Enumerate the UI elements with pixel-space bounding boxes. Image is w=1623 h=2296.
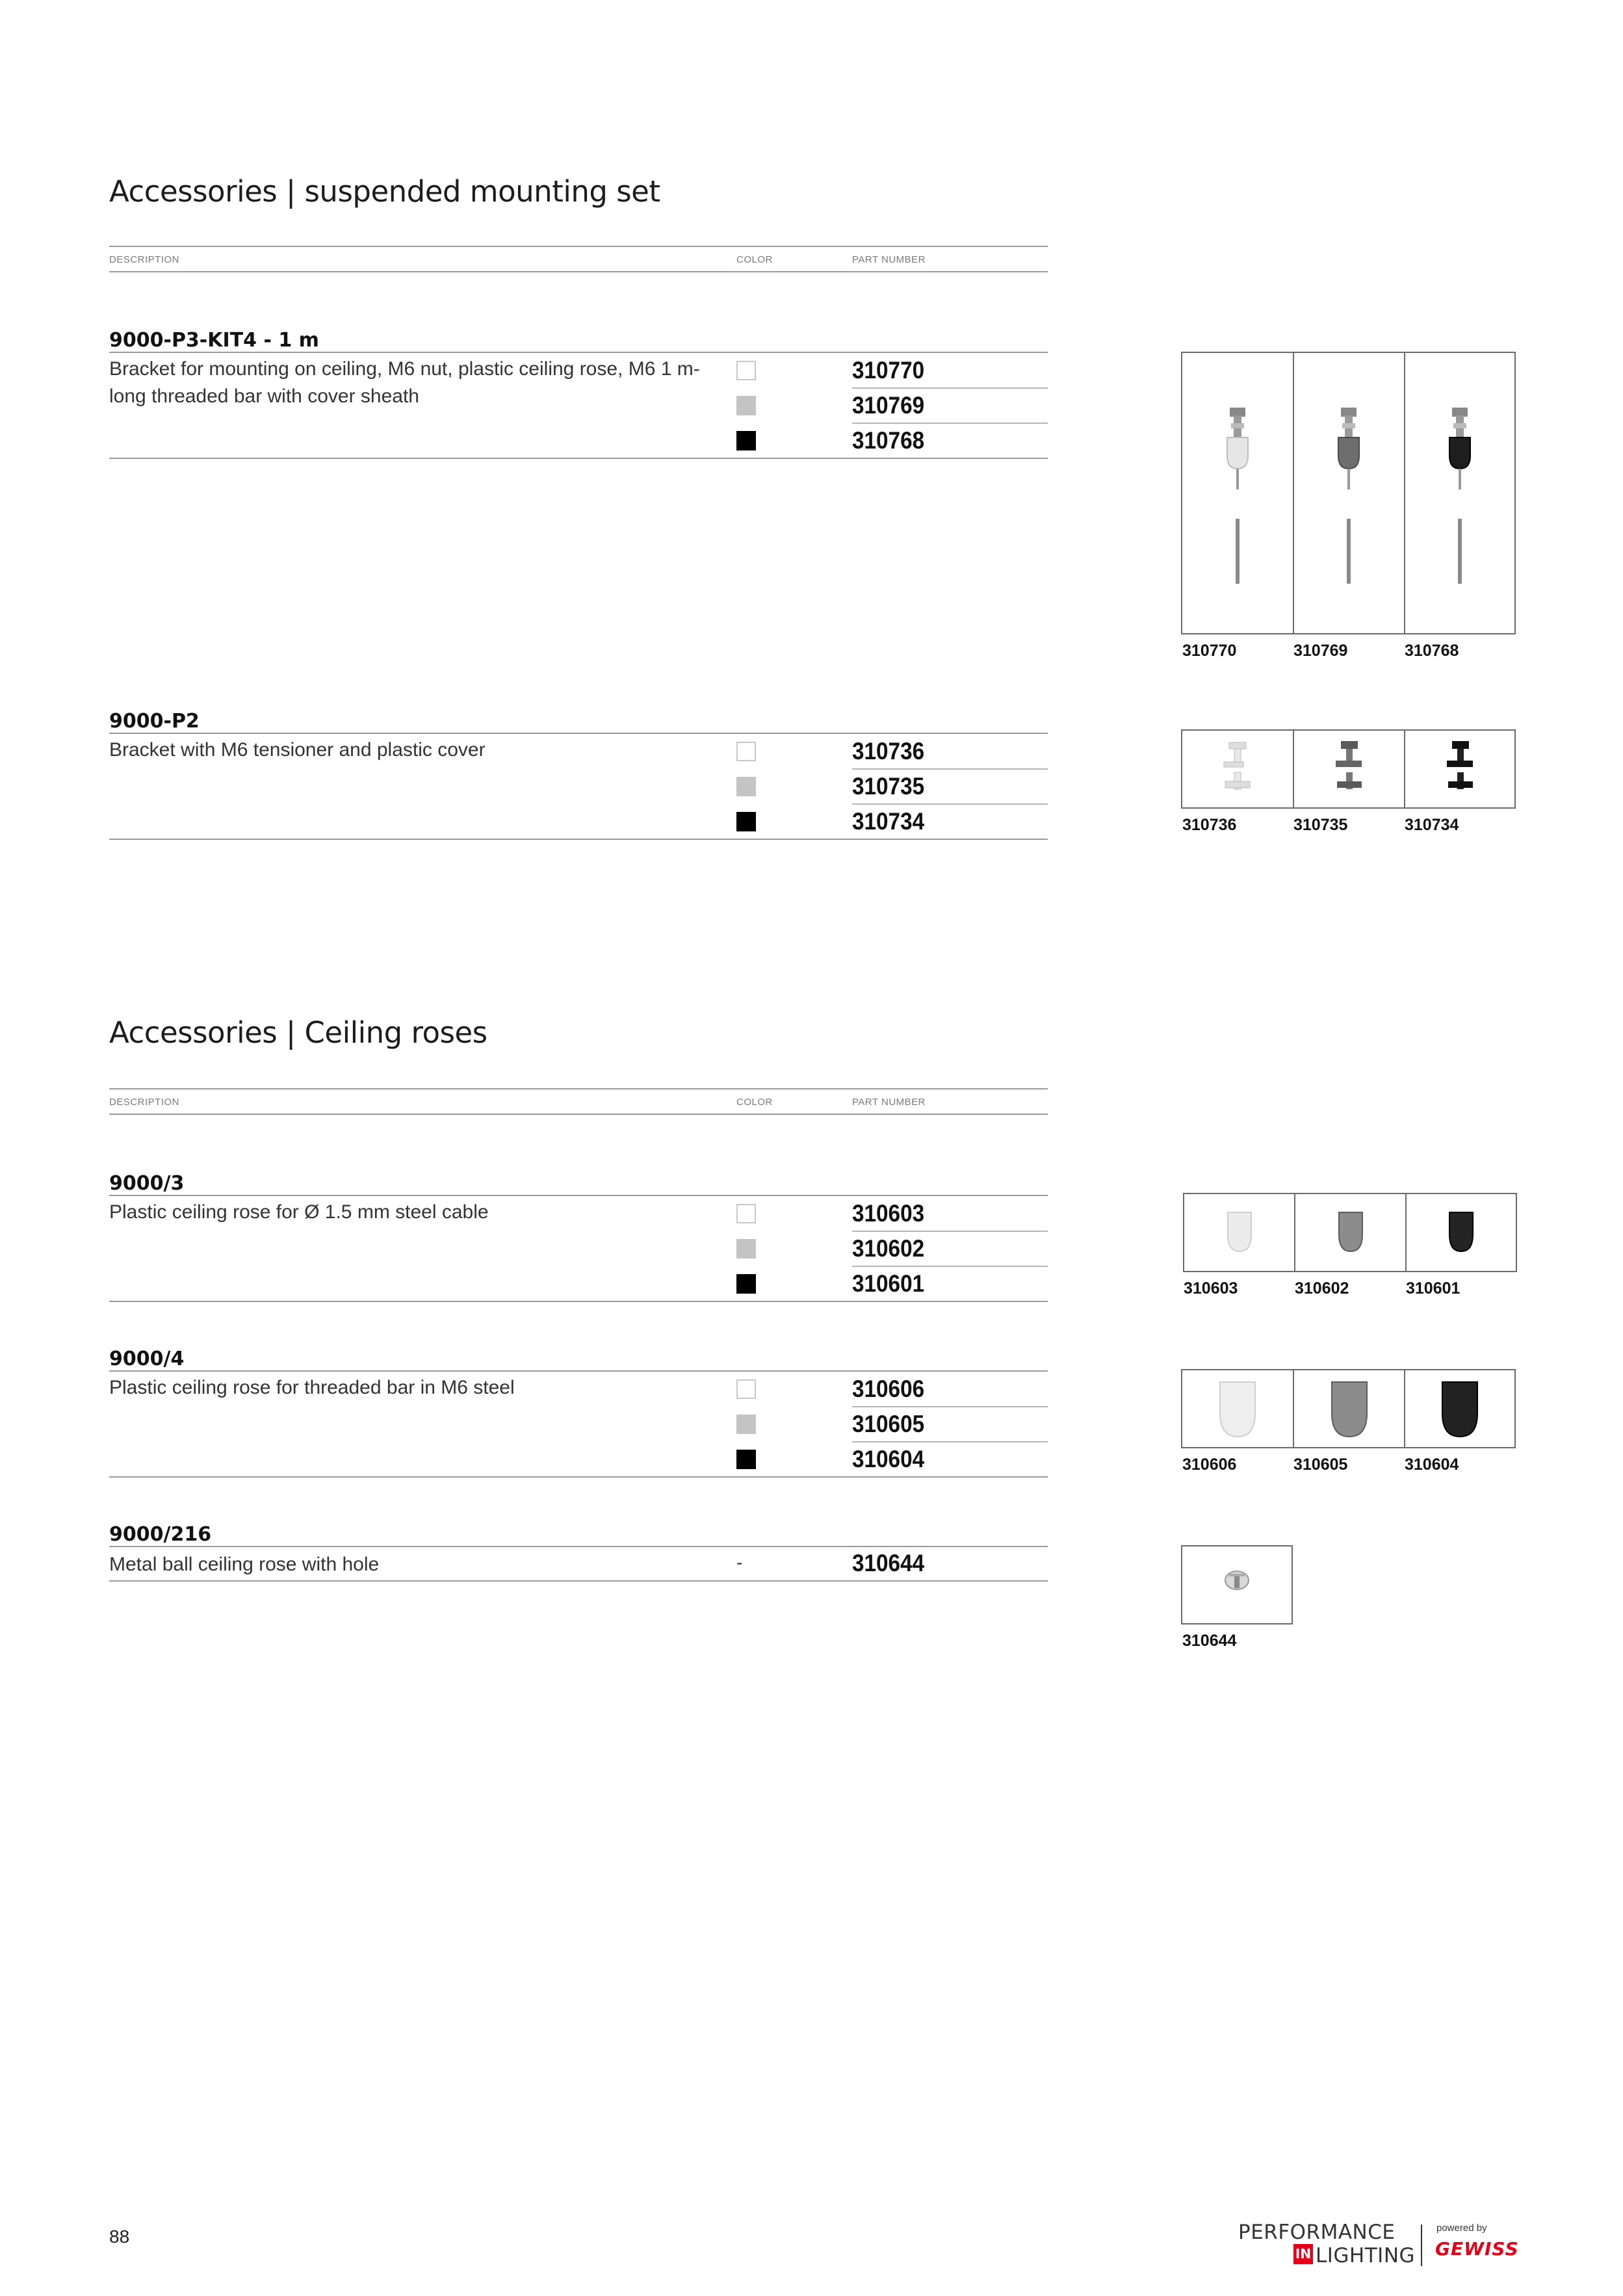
product-description: Plastic ceiling rose for threaded bar in M6 steel [109,1377,515,1398]
image-cell-black [1407,1194,1516,1271]
product-image-suspension-kit [1181,352,1516,634]
image-caption: 310605 [1293,1455,1348,1474]
row-separator [852,423,1048,424]
row-separator [852,387,1048,389]
image-cell-black [1405,353,1514,633]
image-caption: 310602 [1295,1279,1349,1298]
product-image-ceiling-rose-small [1183,1193,1517,1272]
ceiling-rose-black-icon [1405,1370,1514,1447]
part-number: 310605 [852,1411,925,1437]
part-number: 310735 [852,773,925,800]
bracket-white-icon [1182,731,1293,807]
row-separator [852,1266,1048,1267]
color-swatch-grey [736,1239,756,1259]
row-rule [109,1370,1048,1372]
row-rule [109,458,1048,459]
col-header-color: COLOR [736,254,773,265]
table-header-bottom-rule [109,271,1048,272]
ceiling-rose-black-icon [1407,1194,1516,1271]
color-swatch-white [736,361,756,380]
bracket-black-icon [1405,731,1514,807]
image-caption: 310606 [1182,1455,1237,1474]
brand-in-logo: IN [1293,2244,1313,2264]
part-number: 310603 [852,1200,925,1227]
part-number: 310768 [852,427,925,454]
image-caption: 310644 [1182,1632,1237,1650]
image-cell-grey [1294,731,1405,807]
bracket-grey-icon [1294,731,1404,807]
col-header-description: DESCRIPTION [109,1097,180,1108]
part-number: 310604 [852,1446,925,1472]
row-separator [852,1231,1048,1232]
ceiling-rose-grey-icon [1295,1194,1405,1271]
color-swatch-white [736,742,756,761]
product-code: 9000/216 [109,1523,212,1546]
image-cell-black [1405,1370,1514,1447]
brand-divider [1421,2224,1422,2266]
image-cell-black [1405,731,1514,807]
color-swatch-black [736,431,756,450]
powered-by-label: powered by [1436,2223,1487,2234]
color-swatch-grey [736,1415,756,1434]
ceiling-rose-white-icon [1182,1370,1293,1447]
page-number: 88 [109,2226,130,2247]
ceiling-rose-white-icon [1184,1194,1294,1271]
section-title-suspended: Accessories | suspended mounting set [109,174,660,209]
row-rule [109,352,1048,353]
color-swatch-grey [736,777,756,796]
row-separator [852,803,1048,805]
suspension-kit-grey-icon [1294,353,1404,633]
row-separator [852,1406,1048,1407]
image-cell-grey [1295,1194,1407,1271]
product-code: 9000/4 [109,1348,185,1370]
image-caption: 310770 [1182,642,1237,660]
image-cell-grey [1294,1370,1405,1447]
product-code: 9000-P2 [109,710,200,733]
row-rule [109,1546,1048,1547]
section-title-ceiling-roses: Accessories | Ceiling roses [109,1015,487,1050]
image-cell-grey [1294,353,1405,633]
row-rule [109,1195,1048,1196]
image-caption: 310603 [1184,1279,1238,1298]
image-caption: 310769 [1293,642,1348,660]
product-code: 9000/3 [109,1172,185,1195]
metal-ball-rose-icon [1182,1546,1292,1623]
color-swatch-white [736,1379,756,1399]
part-number: 310770 [852,357,925,384]
part-number: 310601 [852,1270,925,1297]
col-header-description: DESCRIPTION [109,254,180,265]
color-swatch-grey [736,396,756,415]
product-description: Metal ball ceiling rose with hole [109,1554,380,1575]
row-separator [852,1441,1048,1442]
row-separator [852,768,1048,770]
image-caption: 310601 [1406,1279,1461,1298]
image-cell-white [1182,1370,1294,1447]
product-code: 9000-P3-KIT4 - 1 m [109,329,319,352]
row-rule [109,1476,1048,1478]
part-number: 310602 [852,1235,925,1262]
row-rule [109,839,1048,840]
image-caption: 310736 [1182,816,1237,834]
image-caption: 310734 [1405,816,1459,834]
part-number: 310644 [852,1550,925,1576]
product-description: Bracket with M6 tensioner and plastic cover [109,739,486,761]
ceiling-rose-grey-icon [1294,1370,1404,1447]
color-swatch-white [736,1204,756,1223]
image-cell-white [1182,731,1294,807]
color-not-applicable: - [736,1552,743,1572]
brand-lighting: LIGHTING [1316,2244,1416,2267]
col-header-part-number: PART NUMBER [852,254,926,265]
product-image-ceiling-rose-large [1181,1369,1516,1448]
image-caption: 310604 [1405,1455,1459,1474]
brand-performance: PERFORMANCE [1238,2221,1396,2244]
part-number: 310606 [852,1376,925,1402]
part-number: 310734 [852,808,925,835]
part-number: 310769 [852,392,925,419]
product-description: Plastic ceiling rose for Ø 1.5 mm steel cable [109,1201,489,1223]
gewiss-logo: GEWISS [1435,2238,1519,2260]
image-caption: 310735 [1293,816,1348,834]
color-swatch-black [736,1450,756,1469]
table-header-top-rule [109,1088,1048,1089]
suspension-kit-black-icon [1405,353,1514,633]
table-header-bottom-rule [109,1114,1048,1115]
row-rule [109,1580,1048,1582]
image-cell-white [1184,1194,1295,1271]
col-header-color: COLOR [736,1097,773,1108]
row-rule [109,1301,1048,1302]
suspension-kit-white-icon [1182,353,1293,633]
product-image-metal-ball-rose [1181,1545,1293,1624]
color-swatch-black [736,812,756,831]
color-swatch-black [736,1274,756,1294]
image-cell-white [1182,353,1294,633]
product-description: Bracket for mounting on ceiling, M6 nut, plastic ceiling rose, M6 1 m-long threaded bar with cover sheath [109,358,700,407]
part-number: 310736 [852,738,925,764]
row-rule [109,733,1048,734]
col-header-part-number: PART NUMBER [852,1097,926,1108]
image-caption: 310768 [1405,642,1459,660]
table-header-top-rule [109,246,1048,247]
product-image-bracket [1181,729,1516,809]
